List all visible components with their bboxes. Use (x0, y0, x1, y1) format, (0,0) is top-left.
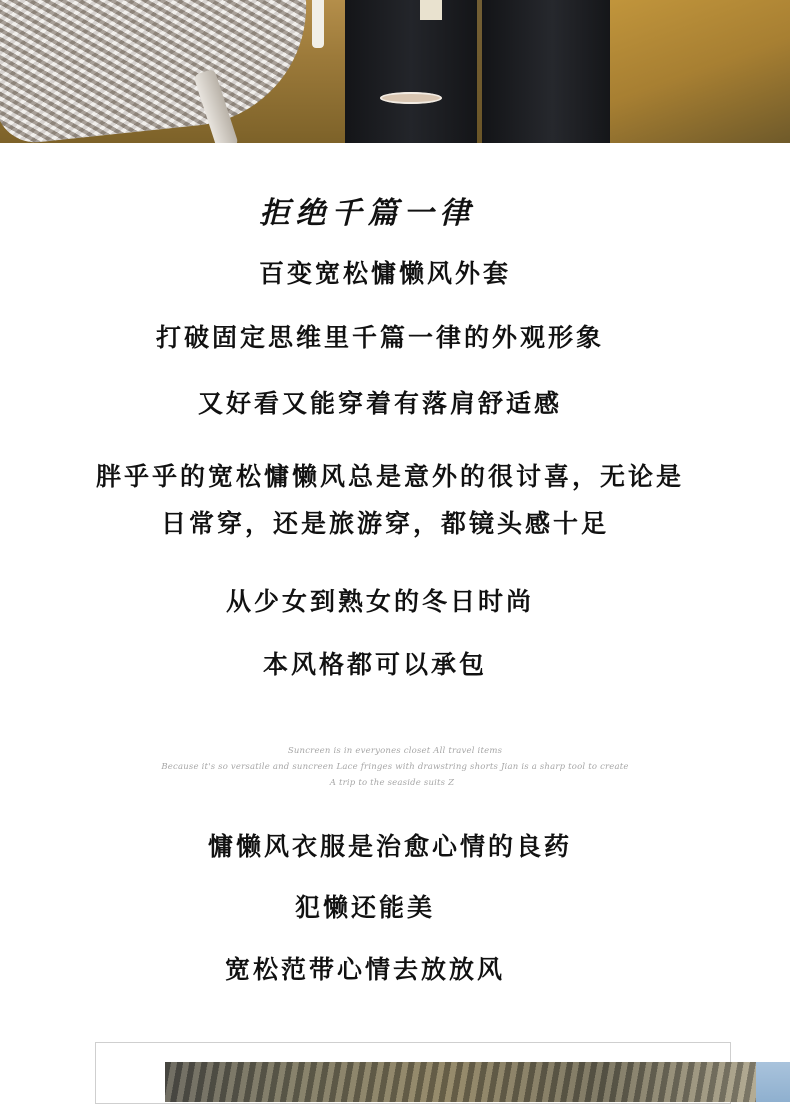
desc-line-3: 又好看又能穿着有落肩舒适感 (197, 389, 562, 418)
desc-line-4: 胖乎乎的宽松慵懒风总是意外的很讨喜，无论是 (95, 462, 684, 491)
clothing-tag (420, 0, 442, 20)
jeans-rip (380, 92, 442, 104)
script-text-1: Suncreen is in everyones closet All travel items (287, 746, 503, 756)
desc-line-2: 打破固定思维里千篇一律的外观形象 (155, 323, 604, 352)
jeans-right-leg (482, 0, 610, 143)
desc-line-6: 从少女到熟女的冬日时尚 (225, 587, 534, 616)
script-text-2: Because it's so versatile and suncreen Lace fringes with drawstring shorts Jian is a sharp tool to create (161, 762, 629, 772)
desc-line-9: 犯懒还能美 (294, 893, 435, 922)
sky-area (756, 1062, 790, 1102)
wicker-chair (0, 0, 318, 143)
white-post (312, 0, 324, 48)
desc-line-1: 百变宽松慵懒风外套 (258, 259, 511, 288)
top-product-photo (0, 0, 790, 143)
bottom-product-photo (165, 1062, 790, 1102)
desc-line-8: 慵懒风衣服是治愈心情的良药 (207, 832, 572, 861)
desc-line-7: 本风格都可以承包 (262, 650, 487, 679)
foliage-background (165, 1062, 790, 1102)
jeans-left-leg (345, 0, 477, 143)
desc-line-5: 日常穿，还是旅游穿，都镜头感十足 (160, 509, 609, 538)
desc-line-10: 宽松范带心情去放放风 (224, 955, 505, 984)
headline: 拒绝千篇一律 (259, 196, 476, 231)
script-text-3: A trip to the seaside suits Z (329, 778, 455, 788)
